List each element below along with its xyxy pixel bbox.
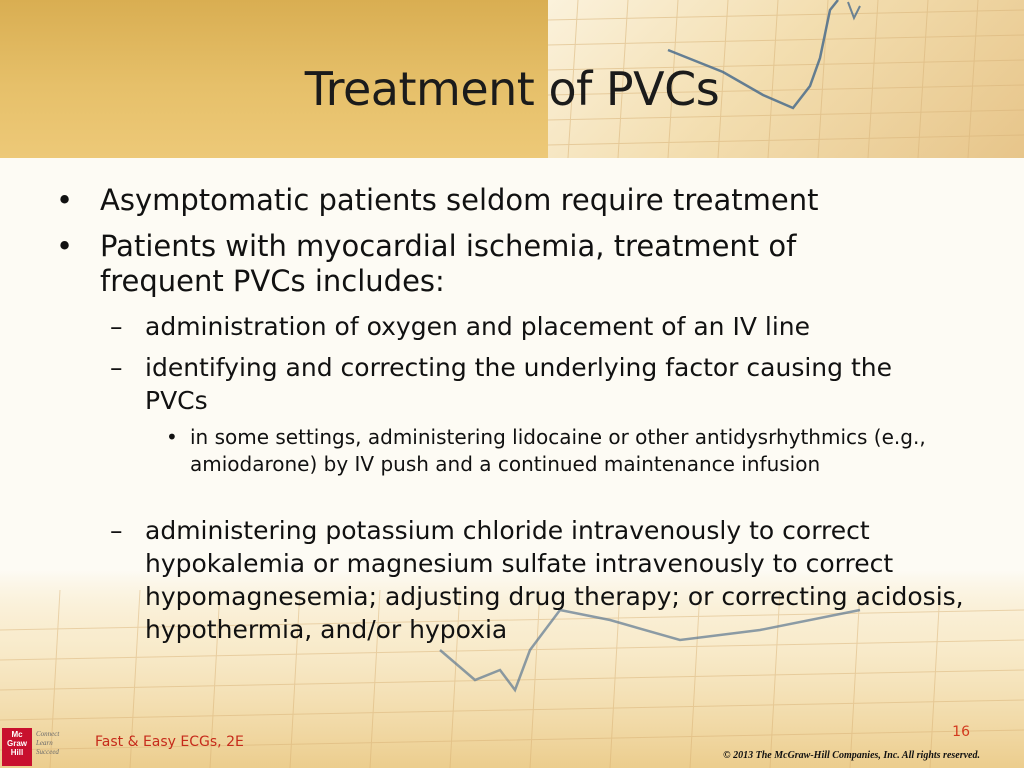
bullet-level2: identifying and correcting the underlying factor causing the PVCs xyxy=(145,353,892,415)
mcgraw-hill-logo xyxy=(2,728,78,766)
dash-marker: – xyxy=(110,353,123,382)
bullet-level1: Asymptomatic patients seldom require treatment xyxy=(100,183,819,217)
page-title: Treatment of PVCs xyxy=(304,62,720,116)
bullet-level1: Patients with myocardial ischemia, treatment of frequent PVCs includes: xyxy=(100,229,797,298)
page-number: 16 xyxy=(952,724,970,740)
book-title: Fast & Easy ECGs, 2E xyxy=(95,734,244,750)
bullet-marker: • xyxy=(56,183,74,217)
logo-mark: Mc Graw Hill xyxy=(2,728,32,766)
bullet-level2: administering potassium chloride intravenously to correct hypokalemia or magnesium sulfate intravenously to correct hypomagnesemia; adjusting drug therapy; or correcting acidosis, hypothermia, and/or hypoxia xyxy=(145,516,964,644)
slide-content xyxy=(0,178,1024,648)
dash-marker: – xyxy=(110,312,123,341)
copyright-notice: © 2013 The McGraw-Hill Companies, Inc. All rights reserved. xyxy=(723,750,980,761)
bullet-marker: • xyxy=(166,425,178,449)
logo-tagline: Connect Learn Succeed xyxy=(36,730,60,756)
dash-marker: – xyxy=(110,516,123,545)
bullet-level3: in some settings, administering lidocaine or other antidysrhythmics (e.g., amiodarone) by IV push and a continued maintenance infusion xyxy=(190,425,926,476)
bullet-marker: • xyxy=(56,229,74,263)
bullet-level2: administration of oxygen and placement of an IV line xyxy=(145,312,811,341)
